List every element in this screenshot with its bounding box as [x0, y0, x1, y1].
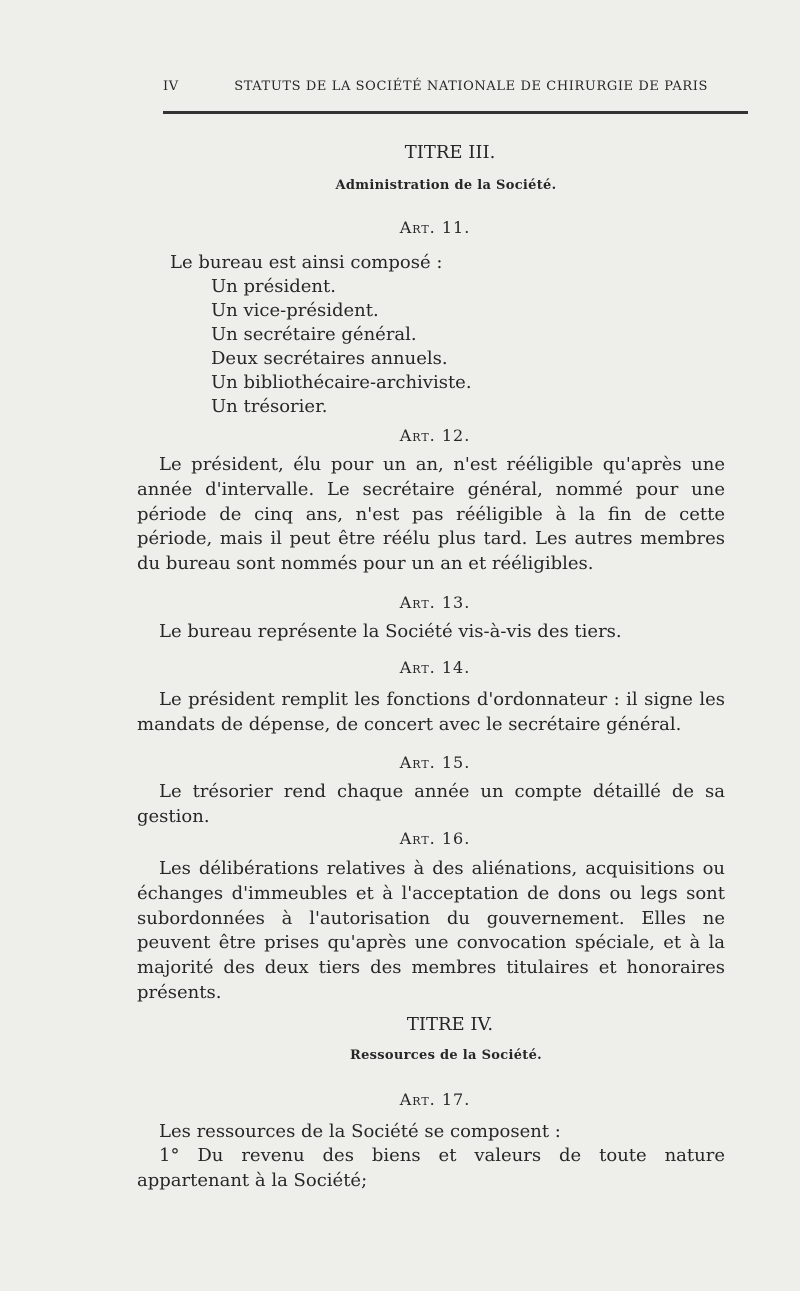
art-17-intro: Les ressources de la Société se composent : — [159, 1121, 561, 1142]
titre-iii-subheading: Administration de la Société. — [335, 178, 557, 193]
art-14-label: Art. 14. — [399, 658, 471, 677]
art-11-intro: Le bureau est ainsi composé : — [170, 252, 443, 273]
art-11-member: Un président. — [211, 276, 336, 297]
art-12-label: Art. 12. — [399, 426, 471, 445]
art-16-label: Art. 16. — [399, 829, 471, 848]
titre-iv-subheading: Ressources de la Société. — [350, 1048, 542, 1063]
art-16-text: Les délibérations relatives à des aliénations, acquisitions ou échanges d'immeubles et à l'acceptation de dons ou legs sont subordonnées à l'autorisation du gouvernement. Elles ne peuvent être prises qu'après une convocation spéciale, et à la majorité des deux tiers des membres titulaires et honoraires présents. — [137, 858, 725, 1003]
art-15-text: Le trésorier rend chaque année un compte détaillé de sa gestion. — [137, 781, 725, 827]
art-11-member: Un secrétaire général. — [211, 324, 417, 345]
art-11-member: Un bibliothécaire-archiviste. — [211, 372, 472, 393]
art-11-member: Un trésorier. — [211, 396, 328, 417]
titre-iii-heading: TITRE III. — [404, 142, 496, 163]
art-12-text: Le président, élu pour un an, n'est rééligible qu'après une année d'intervalle. Le secrétaire général, nommé pour une période de cinq ans, n'est pas rééligible à la fin de cette période, mais il peut être réélu plus tard. Les autres membres du bureau sont nommés pour un an et rééligibles. — [137, 454, 725, 575]
art-11-member: Deux secrétaires annuels. — [211, 348, 448, 369]
art-11-member: Un vice-président. — [211, 300, 379, 321]
art-17-item-1: 1° Du revenu des biens et valeurs de toute nature appartenant à la Société; — [137, 1145, 725, 1191]
art-14-text: Le président remplit les fonctions d'ordonnateur : il signe les mandats de dépense, de concert avec le secrétaire général. — [137, 689, 725, 735]
header-rule — [163, 111, 748, 114]
art-11-label: Art. 11. — [399, 218, 471, 237]
running-header — [163, 79, 708, 94]
page-number: IV — [163, 79, 179, 94]
art-17-label: Art. 17. — [399, 1090, 471, 1109]
art-13-text: Le bureau représente la Société vis-à-vis des tiers. — [159, 621, 622, 642]
art-15-label: Art. 15. — [399, 753, 471, 772]
running-title: STATUTS DE LA SOCIÉTÉ NATIONALE DE CHIRURGIE DE PARIS — [234, 79, 708, 94]
titre-iv-heading: TITRE IV. — [406, 1014, 494, 1035]
art-13-label: Art. 13. — [399, 593, 471, 612]
